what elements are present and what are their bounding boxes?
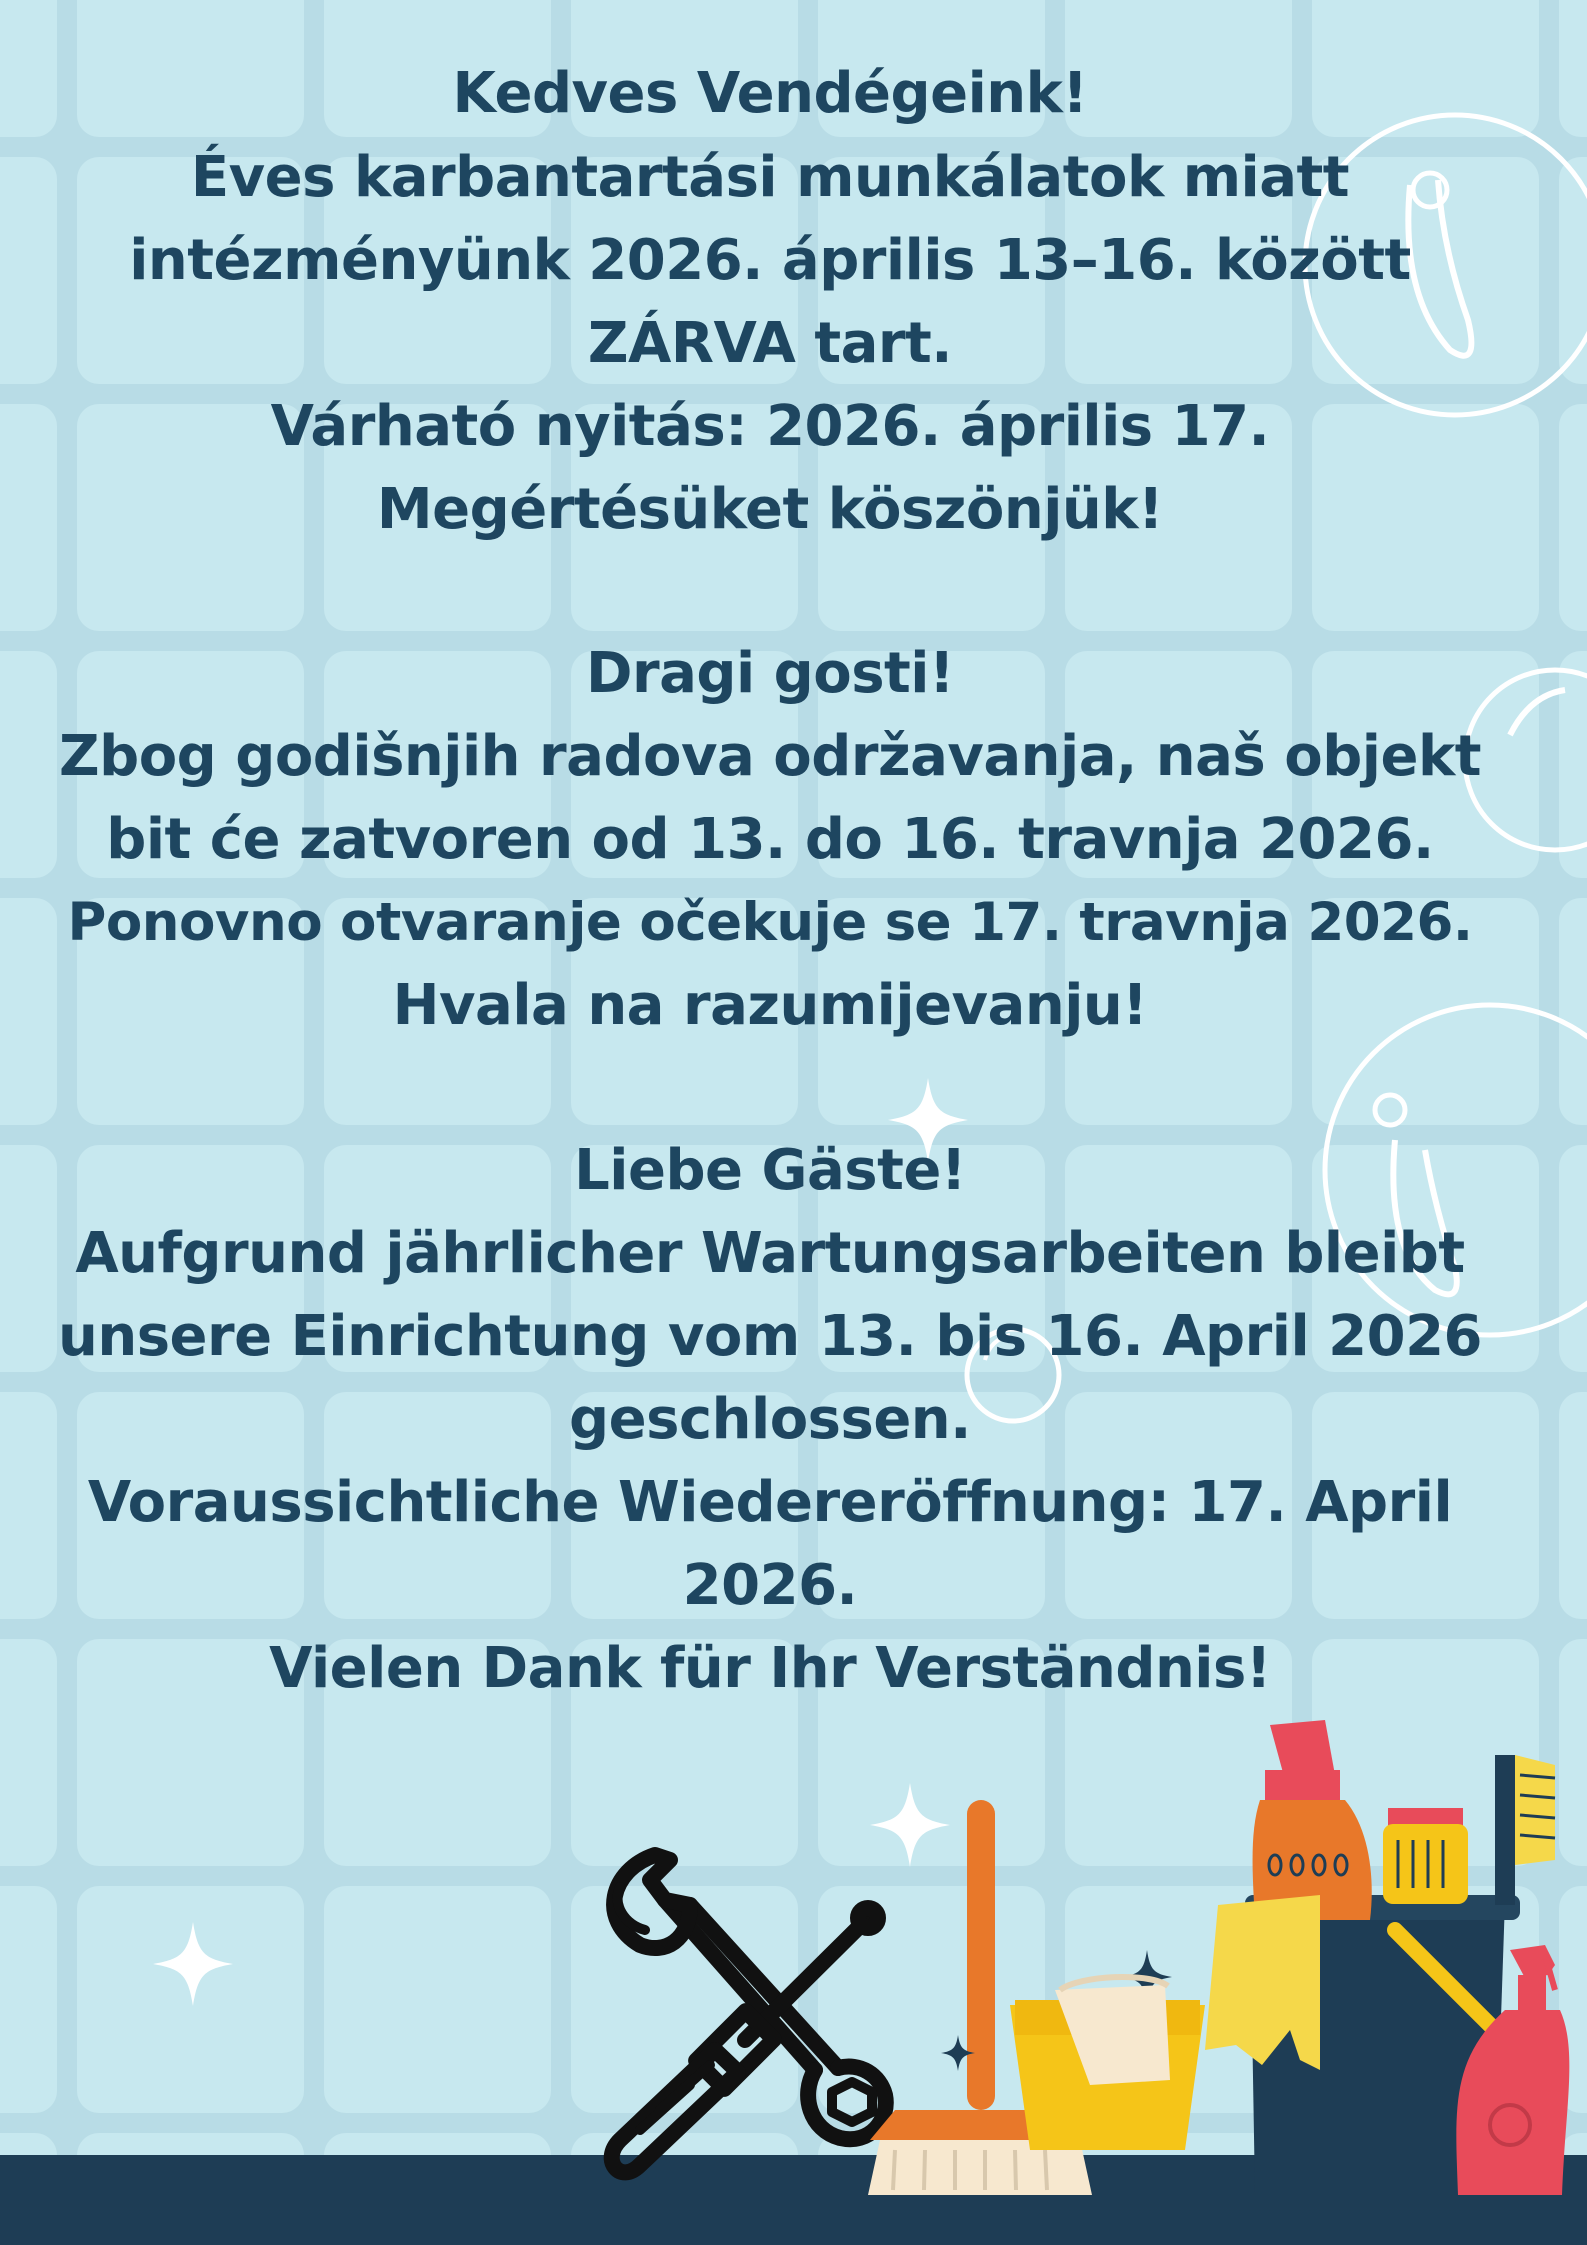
german-line-2: unsere Einrichtung vom 13. bis 16. April 2026 [57,1304,1483,1369]
hungarian-line-1: Éves karbantartási munkálatok miatt [190,145,1350,210]
bucket-icon [1010,1977,1205,2150]
croatian-line-2: bit će zatvoren od 13. do 16. travnja 2026. [106,807,1434,872]
german-reopening-2: 2026. [682,1553,858,1618]
german-line-3: geschlossen. [569,1387,971,1452]
german-reopening-1: Voraussichtliche Wiedereröffnung: 17. April [87,1470,1453,1535]
hungarian-line-2: intézményünk 2026. április 13–16. között [129,228,1411,293]
hungarian-reopening: Várható nyitás: 2026. április 17. [270,394,1270,459]
german-thanks: Vielen Dank für Ihr Verständnis! [269,1636,1271,1701]
german-line-1: Aufgrund jährlicher Wartungsarbeiten bleibt [75,1221,1465,1286]
croatian-reopening: Ponovno otvaranje očekuje se 17. travnja 2026. [67,892,1473,953]
hungarian-thanks: Megértésüket köszönjük! [376,477,1164,542]
hungarian-greeting: Kedves Vendégeink! [452,61,1088,126]
detergent-bottle-icon [1253,1720,1372,1920]
wrench-icon [594,1855,886,2139]
croatian-thanks: Hvala na razumijevanju! [392,973,1148,1038]
croatian-greeting: Dragi gosti! [585,641,955,706]
hungarian-line-3: ZÁRVA tart. [587,311,953,376]
cloth-icon [1205,1895,1320,2070]
german-greeting: Liebe Gäste! [574,1138,966,1203]
jar-icon [1383,1808,1468,1904]
croatian-line-1: Zbog godišnjih radova održavanja, naš objekt [59,724,1481,789]
